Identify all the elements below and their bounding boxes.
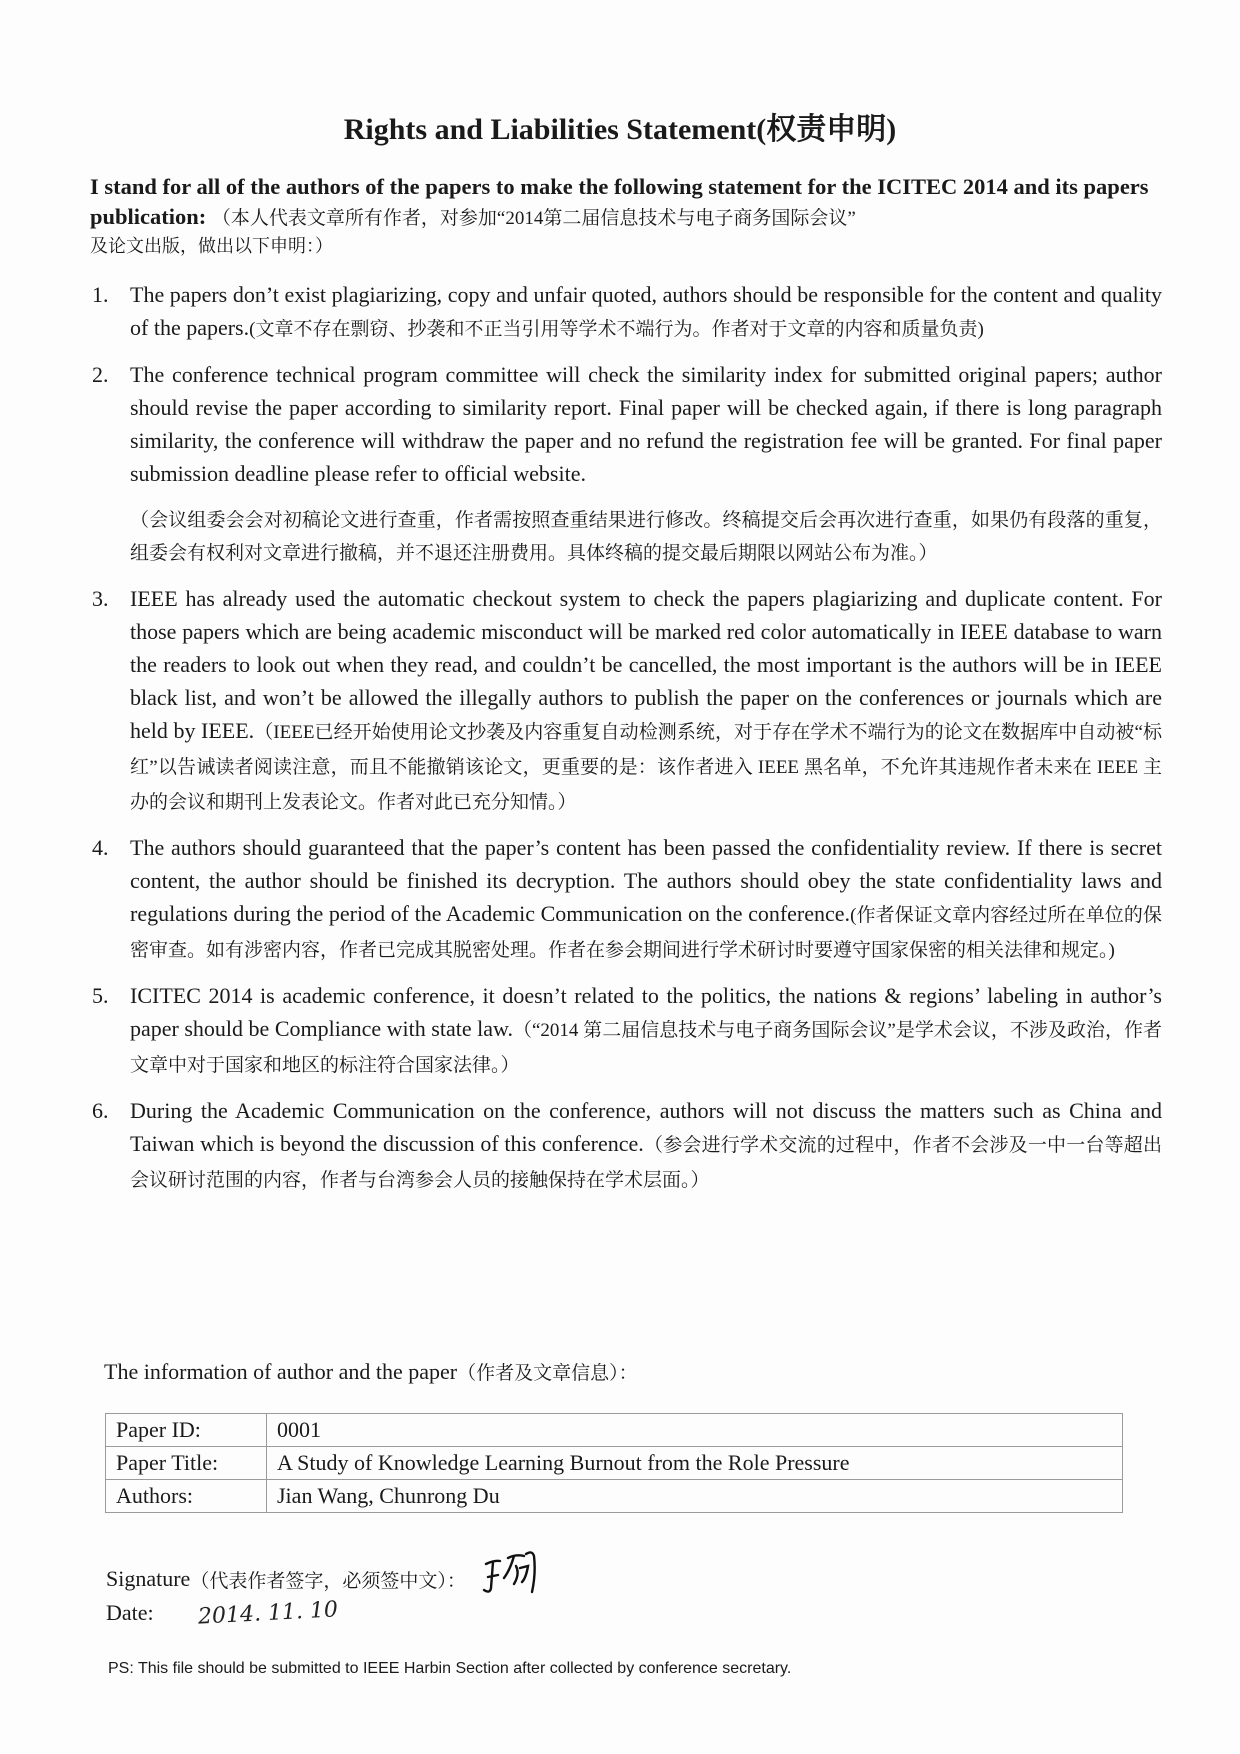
item-english: ICITEC 2014 is academic conference, it doesn’t related to the politics, the nations & regions’ labeling in author’s paper should be Compliance with state law. xyxy=(130,983,1162,1041)
postscript-note: PS: This file should be submitted to IEEE Harbin Section after collected by conference secretary. xyxy=(108,1660,792,1677)
item-english: IEEE has already used the automatic checkout system to check the papers plagiarizing and duplicate content. For those papers which are being academic misconduct will be marked red color automatically in IEEE database to warn the readers to look out when they read, and couldn’t be cancelled, the most important is the authors will be in IEEE black list, and won’t be allowed the illegally authors to publish the paper on the conferences or journals which are held by IEEE. xyxy=(130,586,1162,743)
item-english: The conference technical program committee will check the similarity index for submitted original papers; author should revise the paper according to similarity report. Final paper will be checked again, if there is long paragraph similarity, the conference will withdraw the paper and no refund the registration fee will be granted. For final paper submission deadline please refer to official website. xyxy=(130,362,1162,486)
item-chinese: （会议组委会会对初稿论文进行查重，作者需按照查重结果进行修改。终稿提交后会再次进行查重，如果仍有段落的重复，组委会有权利对文章进行撤稿，并不退还注册费用。具体终稿的提交最后期限以网站公布为准。） xyxy=(130,510,1162,564)
signature-label-chinese: （代表作者签字，必须签中文）： xyxy=(190,1570,466,1592)
paper-info-table xyxy=(105,1413,1123,1513)
statement-list xyxy=(92,278,1162,1209)
signature-row xyxy=(106,1558,550,1600)
paper-title-label: Paper Title: xyxy=(106,1447,267,1480)
paper-title-value: A Study of Knowledge Learning Burnout from the Role Pressure xyxy=(267,1447,1123,1480)
signature-label-english: Signature xyxy=(106,1566,191,1591)
item-chinese: （“2014 第二届信息技术与电子商务国际会议”是学术会议，不涉及政治，作者文章中对于国家和地区的标注符合国家法律。） xyxy=(130,1020,1162,1076)
intro-chinese-cont: 及论文出版，做出以下申明：） xyxy=(90,236,333,256)
document-title: Rights and Liabilities Statement(权责申明) xyxy=(343,113,897,146)
item-number: 2. xyxy=(92,362,109,387)
table-row xyxy=(106,1414,1123,1447)
item-number: 6. xyxy=(92,1098,109,1123)
intro-statement xyxy=(90,172,1165,258)
date-label: Date: xyxy=(106,1600,154,1625)
item-number: 4. xyxy=(92,835,109,860)
item-english: The authors should guaranteed that the paper’s content has been passed the confidentiality review. If there is secret content, the author should be finished its decryption. The authors should obey the state confidentiality laws and regulations during the period of the Academic Communication on the conference. xyxy=(130,835,1162,926)
item-english: During the Academic Communication on the conference, authors will not discuss the matters such as China and Taiwan which is beyond the discussion of this conference. xyxy=(130,1098,1162,1156)
info-heading-english: The information of author and the paper xyxy=(104,1359,458,1384)
table-row xyxy=(106,1447,1123,1480)
handwritten-date: 2014. 11. 10 xyxy=(197,1596,339,1630)
intro-chinese: （本人代表文章所有作者，对参加“2014第二届信息技术与电子商务国际会议” xyxy=(211,208,856,229)
paper-id-value: 0001 xyxy=(267,1414,1123,1447)
item-chinese: （IEEE已经开始使用论文抄袭及内容重复自动检测系统，对于存在学术不端行为的论文在数据库中自动被“标红”以告诫读者阅读注意，而且不能撤销该论文，更重要的是：该作者进入 IEEE 黑名单，不允许其违规作者未来在 IEEE 主办的会议和期刊上发表论文。作者对此已充分知情。） xyxy=(130,722,1162,813)
info-heading-chinese: （作者及文章信息）： xyxy=(457,1363,638,1384)
item-number: 5. xyxy=(92,983,109,1008)
statement-item-1 xyxy=(92,278,1162,346)
authors-value: Jian Wang, Chunrong Du xyxy=(267,1480,1123,1513)
item-number: 1. xyxy=(92,282,109,307)
item-english: The papers don’t exist plagiarizing, copy and unfair quoted, authors should be responsible for the content and quality of the papers. xyxy=(130,282,1162,340)
authors-label: Authors: xyxy=(106,1480,267,1513)
statement-item-6 xyxy=(92,1094,1162,1197)
handwritten-signature xyxy=(480,1544,550,1600)
date-row xyxy=(106,1596,339,1630)
item-chinese: (作者保证文章内容经过所在单位的保密审查。如有涉密内容，作者已完成其脱密处理。作者在参会期间进行学术研讨时要遵守国家保密的相关法律和规定。) xyxy=(130,905,1162,961)
intro-english: I stand for all of the authors of the papers to make the following statement for the ICITEC 2014 and its papers publication: xyxy=(90,174,1149,229)
paper-id-label: Paper ID: xyxy=(106,1414,267,1447)
statement-item-5 xyxy=(92,979,1162,1082)
statement-item-3 xyxy=(92,582,1162,819)
item-chinese: (文章不存在剽窃、抄袭和不正当引用等学术不端行为。作者对于文章的内容和质量负责) xyxy=(249,319,984,340)
table-row xyxy=(106,1480,1123,1513)
statement-item-4 xyxy=(92,831,1162,967)
statement-item-2 xyxy=(92,358,1162,570)
item-number: 3. xyxy=(92,586,109,611)
item-chinese: （参会进行学术交流的过程中，作者不会涉及一中一台等超出会议研讨范围的内容，作者与台湾参会人员的接触保持在学术层面。） xyxy=(130,1135,1162,1191)
info-heading xyxy=(104,1358,638,1385)
